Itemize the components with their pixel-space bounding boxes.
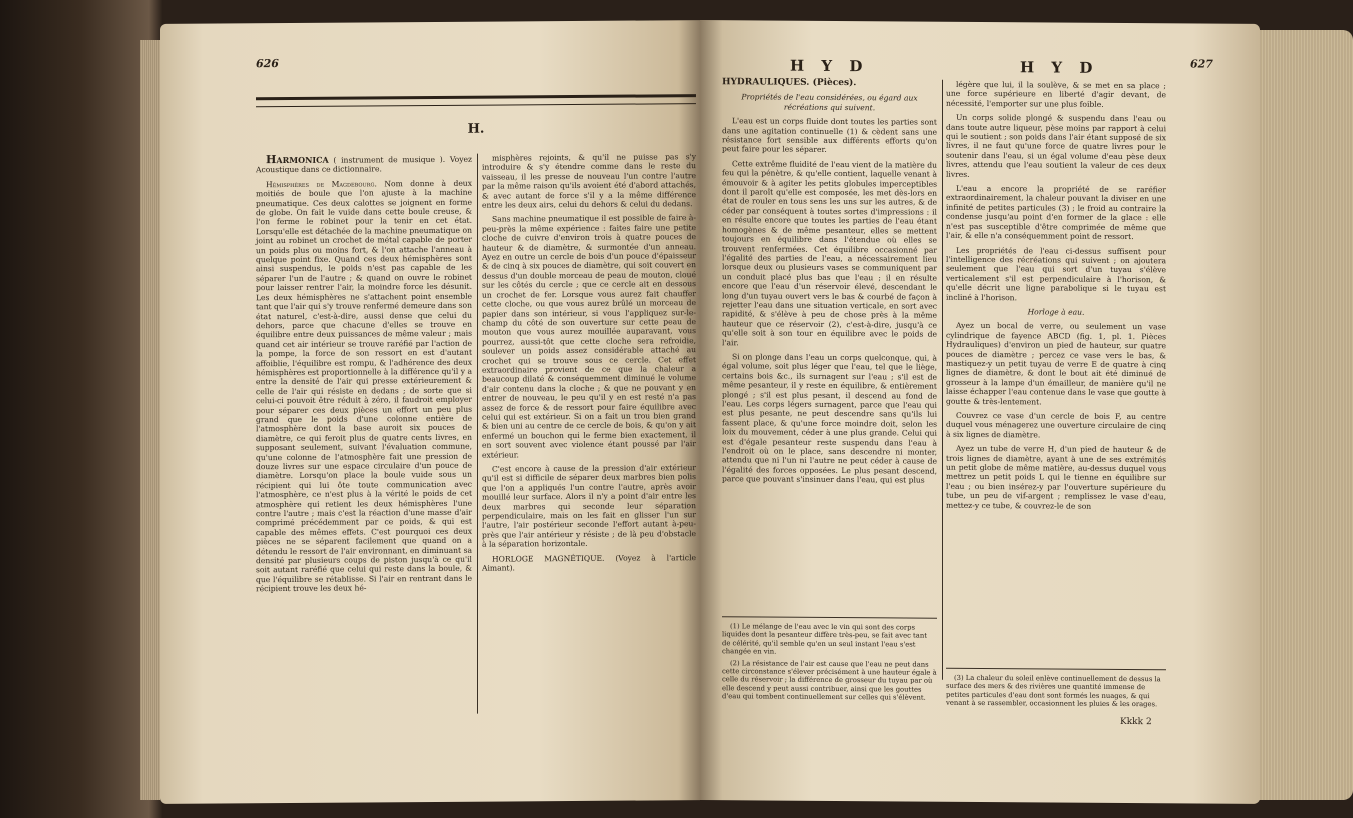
paragraph xyxy=(722,93,937,113)
footnote-rule-1 xyxy=(722,616,937,619)
right-column-2 xyxy=(946,80,1166,517)
paragraph xyxy=(722,116,937,155)
footnote: (2) La résistance de l'air est cause que l'eau ne peut dans cette circonstance s'élever précisément à une hauteur égale à celle du réservoir ; la différence de grosseur du tuyau par où elle descend y peut aussi contribuer, ainsi que les gouttes d'eau qui tombent continuellement sur celles qui s'élèvent. xyxy=(722,658,937,702)
paragraph xyxy=(256,179,472,594)
paragraph-text: Cette extrême fluidité de l'eau vient de la matière du feu qui la pénètre, & qu'elle contient, laquelle venant à émouvoir & à agiter les petits globules imperceptibles dont il paroît qu'elle est composée, les met dès-lors en état de rouler en tous sens les uns sur les autres, & de céder par conséquent à toutes sortes d'impressions : il en résulte encore que toutes les parties de l'eau étant homogènes & de même pesanteur, elles se mettent toujours en équilibre dans l'étendue où elles se trouvent renfermées. Cet équilibre occasionné par l'égalité des parties de l'eau, a nécessairement lieu lorsque deux ou plusieurs vases se communiquent par un conduit placé plus bas que l'eau ; il en résulte encore que l'eau d'un réservoir élevé, descendant le long d'un tuyau ouvert vers le bas & courbé de façon à rejetter l'eau dans une situation verticale, en sort avec rapidité, & s'élève à peu de chose près à la même hauteur que ce réservoir (2), c'est-à-dire, jusqu'à ce qu'elle soit à son tour en équilibre avec le poids de l'air. xyxy=(722,159,937,347)
paragraph-text: misphères rejoints, & qu'il ne puisse pas s'y introduire & s'y étendre comme dans le reste du vaisseau, il les presse de nouveau l'un contre l'autre par la même raison qu'ils avoient été d'abord attachés, & avec autant de force s'il y a la même différence entre les deux airs, celui du dehors & celui du dedans. xyxy=(482,152,696,210)
paragraph xyxy=(482,553,696,573)
paragraph-text: Ayez un bocal de verre, ou seulement un vase cylindrique de fayence ABCD (fig. 1, pl. 1. Pièces Hydrauliques) d'environ un pied de hauteur, sur quatre pouces de diamètre ; percez ce vase vers le bas, & mastiquez-y un petit tuyau de verre E de quatre à cinq lignes de diamètre, & dont le bout ait été diminué de grosseur à la lampe d'un émailleur, de manière qu'il ne laisse échapper l'eau contenue dans le vase que goutte à goutte & très-lentement. xyxy=(946,321,1166,407)
right-page-edges xyxy=(1258,30,1353,800)
paragraph xyxy=(946,411,1166,441)
paragraph-text: HYDRAULIQUES. (Pièces). xyxy=(722,77,857,89)
running-head-right: H Y D xyxy=(1020,58,1099,77)
paragraph-text: Ayez un tube de verre H, d'un pied de hauteur & de trois lignes de diamètre, ayant à une de ses extrémités un petit globe de même matière, au-dessus duquel vous mettrez un petit poids L qui le tienne en équilibre sur l'eau ; ou bien insérez-y par l'ouverture supérieure du tube, un peu de vif-argent ; remplissez le vase d'eau, mettez-y ce tube, & couvrez-le de son xyxy=(946,444,1166,511)
paragraph xyxy=(482,152,696,210)
paragraph-text: HORLOGE MAGNÉTIQUE. (Voyez à l'article Aimant). xyxy=(482,552,696,573)
entry-headword: Harmonica xyxy=(266,152,329,167)
paragraph xyxy=(722,352,937,485)
paragraph-text: ( instrument de musique ). Voyez Acoustique dans ce dictionnaire. xyxy=(256,154,472,175)
footnote-rule-2 xyxy=(946,668,1166,671)
paragraph-text: Horloge à eau. xyxy=(1027,307,1085,317)
paragraph-text: Les propriétés de l'eau ci-dessus suffisent pour l'intelligence des récréations qui suivent ; on ajoutera seulement que l'eau qui sort d'un tuyau s'élève verticalement s'il est perpendiculaire à l'horison, & qu'elle décrit une ligne parabolique si le tuyau est incliné à l'horison. xyxy=(946,245,1166,302)
paragraph xyxy=(482,463,696,549)
paragraph xyxy=(946,184,1166,242)
paragraph xyxy=(946,80,1166,110)
paragraph xyxy=(946,444,1166,511)
column-rule xyxy=(942,80,943,680)
paragraph-text: L'eau est un corps fluide dont toutes les parties sont dans une agitation continuelle (1) & cèdent sans une résistance fort sensible aux différents efforts qu'on peut faire pour les séparer. xyxy=(722,116,937,155)
paragraph-text: Si on plonge dans l'eau un corps quelconque, qui, à égal volume, soit plus léger que l'eau, tel que le liège, certains bois &c., ils surnagent sur l'eau ; s'il est de même pesanteur, il y reste en équilibre, & entièrement plongé ; s'il est plus pesant, il descend au fond de l'eau. Les corps légers surnagent, parce que l'eau qui est plus pesante, ne peut descendre sans qu'ils lui fassent place, & qu'une force moindre doit, selon les loix du mouvement, céder à une plus grande. Celui qui est d'égale pesanteur reste suspendu dans l'eau à l'endroit où on le place, sans descendre ni monter, attendu que ni l'un ni l'autre ne peut céder à cause de l'égalité des forces opposées. Le plus pesant descend, parce que pouvant s'insinuer dans l'eau, qui est plus xyxy=(722,352,937,485)
column-rule xyxy=(477,154,478,714)
left-page-edges xyxy=(140,40,160,800)
left-column-2 xyxy=(482,152,696,578)
footnotes-column-2 xyxy=(946,674,1166,712)
entry-headword: Hémisphères de Magdebourg. xyxy=(266,179,377,189)
footnotes-column-1 xyxy=(722,622,937,705)
paragraph xyxy=(946,307,1166,318)
paragraph-text: C'est encore à cause de la pression d'air extérieur qu'il est si difficile de séparer deux marbres bien polis que l'on a appliqués l'un contre l'autre, après avoir mouillé leur surface. Alors il n'y a point d'air entre les deux marbres qui seconde leur séparation perpendiculaire, mais on les fait en glisser l'un sur l'autre, l'air postérieur seconde l'effort autant à-peu-près que l'air antérieur y résiste ; de là peu d'obstacle à la séparation horizontale. xyxy=(482,463,696,549)
signature-mark: Kkkk 2 xyxy=(1120,716,1152,728)
paragraph-text: Couvrez ce vase d'un cercle de bois F, au centre duquel vous ménagerez une ouverture circulaire de cinq à six lignes de diamètre. xyxy=(946,410,1166,440)
paragraph-text: L'eau a encore la propriété de se raréfier extraordinairement, la chaleur pouvant la diviser en une infinité de petites particules (3) ; le froid au contraire la condense jusqu'au point d'en former de la glace : elle n'est pas susceptible d'être comprimée de même que l'air, & elle n'a conséquemment point de ressort. xyxy=(946,183,1166,242)
paragraph xyxy=(946,113,1166,180)
paragraph xyxy=(256,154,472,175)
paragraph xyxy=(722,78,937,89)
paragraph xyxy=(482,214,696,460)
paragraph xyxy=(946,321,1166,407)
running-head-left: H Y D xyxy=(790,56,869,76)
paragraph-text: Un corps solide plongé & suspendu dans l'eau ou dans toute autre liqueur, pèse moins par rapport à celui qui le soutient ; son poids dans l'air étant supposé de six livres, il ne faut qu'une force de quatre livres pour le soutenir dans l'eau, si un égal volume d'eau pèse deux livres, attendu que l'eau soutient la valeur de ces deux livres. xyxy=(946,113,1166,179)
left-page-number: 626 xyxy=(256,57,279,71)
paragraph xyxy=(722,159,937,349)
left-column-1 xyxy=(256,154,472,599)
paragraph xyxy=(946,245,1166,303)
left-page xyxy=(160,20,700,804)
right-page-number: 627 xyxy=(1190,57,1213,71)
right-page xyxy=(700,20,1260,804)
header-rule xyxy=(256,94,696,107)
section-letter: H. xyxy=(467,121,485,137)
right-column-1 xyxy=(722,78,937,490)
paragraph-text: Nom donne à deux moitiés de boule que l'on ajuste à la machine pneumatique. Ces deux calottes se joignent en forme de globe. On fait le vuide dans cette boule creuse, & l'on ferme le robinet pour la tenir en cet état. Lorsqu'elle est détachée de la machine pneumatique on joint au robinet un crochet de métal capable de porter un poids plus ou moins fort, & l'on attache l'anneau à quelque point fixe. Quand ces deux hémisphères sont ainsi suspendus, le poids n'est pas capable de les séparer l'un de l'autre ; & quand on ouvre le robinet pour laisser rentrer l'air, la moindre force les désunit. Les deux hémisphères ne s'attachent point ensemble tant que l'air qui s'y trouve renfermé demeure dans son état naturel, c'est-à-dire, aussi dense que celui du dehors, parce que chacune d'elles se trouve en équilibre entre deux puissances de même valeur ; mais quand cet air intérieur se trouve raréfié par l'action de la pompe, la force de son ressort en est d'autant affoiblie, l'équilibre est rompu, & l'adhérence des deux hémisphères est proportionnelle à la différence qu'il y a entre la densité de l'air qui presse extérieurement & celle de l'air qui résiste en dedans ; de sorte que si celui-ci pouvoit être réduit à zéro, il faudroit employer pour séparer ces deux pièces un effort un peu plus grand que le poids d'une colonne entière de l'atmosphère dont la base auroit six pouces de diamètre, ce qui feroit plus de quatre cents livres, en supposant seulement, suivant l'évaluation commune, qu'une colonne de l'atmosphère fait une pression de douze livres sur une espace circulaire d'un pouce de diamètre. Lorsqu'on place la boule vuide sous un récipient qui lui ôte toute communication avec l'atmosphère, ce n'est plus à la vérité le poids de cet atmosphère qui retient les deux hémisphères l'une contre l'autre ; mais c'est la réaction d'une masse d'air comprimé précédemment par ce poids, & qui est capable des mêmes effets. C'est pourquoi ces deux pièces ne se séparent facilement que quand on a détendu le ressort de l'air environnant, en diminuant sa densité par plusieurs coups de piston jusqu'à ce qu'il soit autant raréfié que celui qui reste dans la boule, & que l'équilibre se rétablisse. Si l'air en rentrant dans le récipient trouve les deux hé- xyxy=(256,178,472,594)
footnote: (1) Le mélange de l'eau avec le vin qui sont des corps liquides dont la pesanteur diffère très-peu, se fait avec tant de célérité, qu'il semble qu'en un seul instant l'eau s'est changée en vin. xyxy=(722,622,927,656)
paragraph-text: Propriétés de l'eau considérées, ou égard aux récréations qui suivent. xyxy=(741,92,918,113)
footnote: (3) La chaleur du soleil enlève continuellement de dessus la surface des mers & des rivières une quantité immense de petites particules d'eau dont sont formés les nuages, & qui venant à se rassembler, occasionnent les pluies & les orages. xyxy=(946,673,1161,709)
paragraph-text: légère que lui, il la soulève, & se met en sa place ; une force supérieure en liberté d'agir devant, de nécessité, l'emporter sur une plus foible. xyxy=(946,79,1166,109)
paragraph-text: Sans machine pneumatique il est possible de faire à-peu-près la même expérience : faites faire une petite cloche de cuivre d'environ trois à quatre pouces de hauteur & de diamètre, & surmontée d'un anneau. Ayez en outre un cercle de bois d'un pouce d'épaisseur & de cinq à six pouces de diamètre, qui soit couvert en dessus d'un double morceau de peau de mouton, cloué sur les côtés du cercle ; que ce cercle ait en dessous un crochet de fer. Lorsque vous aurez fait chauffer cette cloche, ou que vous aurez brûlé un morceau de papier dans son intérieur, si vous l'appliquez sur-le-champ du côté de son ouverture sur cette peau de mouton que vous aurez mouillée auparavant, vous pourrez, aussi-tôt que cette cloche sera refroidie, soulever un poids assez considérable attaché au crochet qui se trouve sous ce cercle. Cet effet extraordinaire provient de ce que la chaleur a beaucoup dilaté & conséquemment diminué le volume d'air contenu dans la cloche ; & que ne pouvant y en entrer de nouveau, le peu qu'il y en est resté n'a pas assez de force & de ressort pour faire équilibre avec celui qui est extérieur. Si on a fait un trou bien grand & bien uni au centre de ce cercle de bois, & qu'on y ait enfermé un bouchon qui le ferme bien exactement, il en sort souvent avec violence étant poussé par l'air extérieur. xyxy=(482,213,696,460)
